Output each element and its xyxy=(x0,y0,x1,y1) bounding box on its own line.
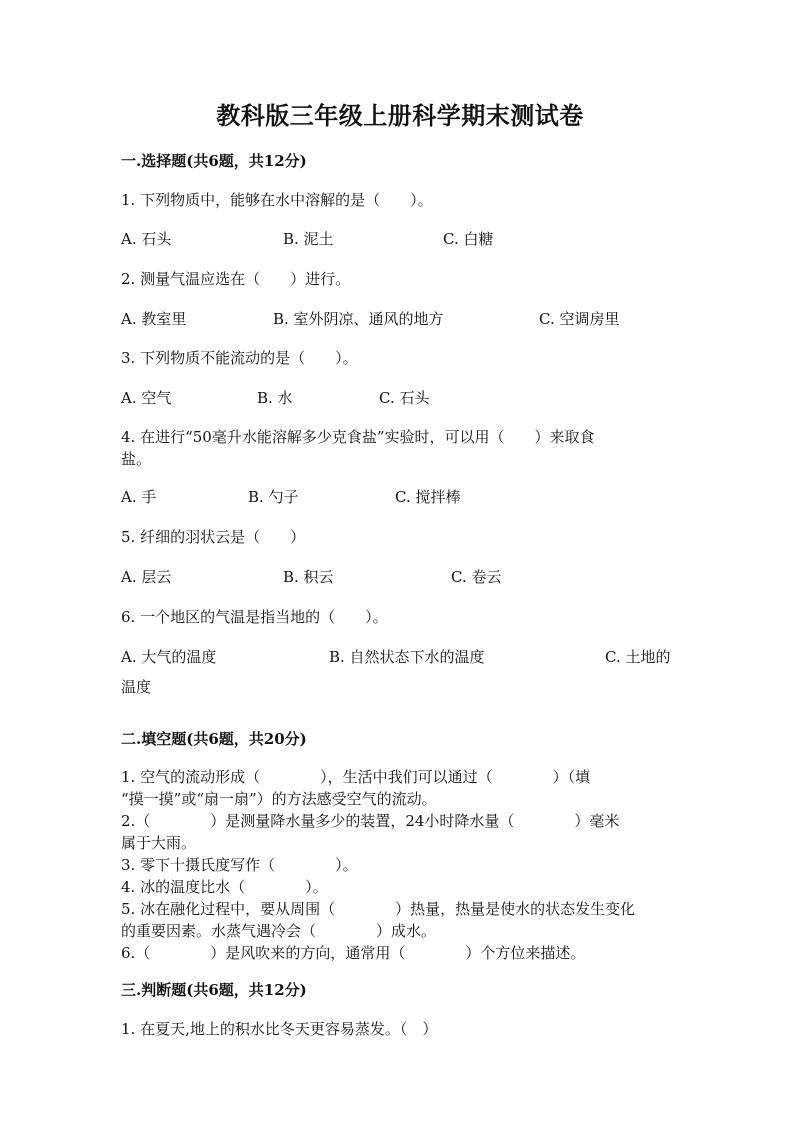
question-stem: 3. 下列物质不能流动的是（ ）。 xyxy=(121,349,358,367)
option-a: A. 大气的温度 xyxy=(121,648,217,666)
section-heading-choice: 一.选择题(共6题，共12分) xyxy=(121,152,307,170)
question-options xyxy=(121,646,681,666)
option-b: B. 室外阴凉、通风的地方 xyxy=(273,310,444,328)
fill-question-continued: “摸一摸”或“扇一扇”）的方法感受空气的流动。 xyxy=(121,790,437,808)
option-a: A. 教室里 xyxy=(121,310,187,328)
page-title: 教科版三年级上册科学期末测试卷 xyxy=(216,101,584,130)
question-options xyxy=(121,228,681,248)
option-c: C. 土地的 xyxy=(605,648,671,666)
option-a: A. 层云 xyxy=(121,568,172,586)
option-c: C. 搅拌棒 xyxy=(395,488,461,506)
fill-question: 2.（ ）是测量降水量多少的装置，24小时降水量（ ）毫米 xyxy=(121,812,620,830)
fill-question-continued: 属于大雨。 xyxy=(121,834,197,852)
option-b: B. 泥土 xyxy=(283,230,334,248)
option-b: B. 勺子 xyxy=(248,488,299,506)
option-b: B. 积云 xyxy=(283,568,334,586)
question-stem: 1. 下列物质中，能够在水中溶解的是（ ）。 xyxy=(121,191,433,209)
question-stem: 6. 一个地区的气温是指当地的（ ）。 xyxy=(121,608,388,626)
section-heading-true-false: 三.判断题(共6题，共12分) xyxy=(121,981,307,999)
fill-question: 3. 零下十摄氏度写作（ ）。 xyxy=(121,856,358,874)
option-c: C. 卷云 xyxy=(451,568,502,586)
question-stem: 5. 纤细的羽状云是（ ） xyxy=(121,528,306,546)
fill-question: 4. 冰的温度比水（ ）。 xyxy=(121,878,328,896)
option-a: A. 空气 xyxy=(121,389,172,407)
fill-question: 5. 冰在融化过程中，要从周围（ ）热量，热量是使水的状态发生变化 xyxy=(121,900,636,918)
question-stem-continued: 盐。 xyxy=(121,450,152,468)
option-c: C. 空调房里 xyxy=(539,310,620,328)
option-c: C. 石头 xyxy=(379,389,430,407)
option-c: C. 白糖 xyxy=(443,230,494,248)
question-options xyxy=(121,387,681,407)
option-a: A. 石头 xyxy=(121,230,172,248)
question-stem: 4. 在进行“50毫升水能溶解多少克食盐”实验时，可以用（ ）来取食 xyxy=(121,428,595,446)
question-options xyxy=(121,308,681,328)
option-a: A. 手 xyxy=(121,488,157,506)
question-options xyxy=(121,486,681,506)
judge-question: 1. 在夏天,地上的积水比冬天更容易蒸发。（ ） xyxy=(121,1020,438,1038)
fill-question: 1. 空气的流动形成（ ），生活中我们可以通过（ ）（填 xyxy=(121,768,591,786)
option-b: B. 水 xyxy=(257,389,293,407)
section-heading-fill-blank: 二.填空题(共6题，共20分) xyxy=(121,730,307,748)
option-b: B. 自然状态下水的温度 xyxy=(329,648,485,666)
question-stem: 2. 测量气温应选在（ ）进行。 xyxy=(121,270,351,288)
question-options xyxy=(121,566,681,586)
fill-question-continued: 的重要因素。水蒸气遇冷会（ ）成水。 xyxy=(121,922,437,940)
fill-question: 6.（ ）是风吹来的方向，通常用（ ）个方位来描述。 xyxy=(121,944,586,962)
option-c-continued: 温度 xyxy=(121,678,152,696)
